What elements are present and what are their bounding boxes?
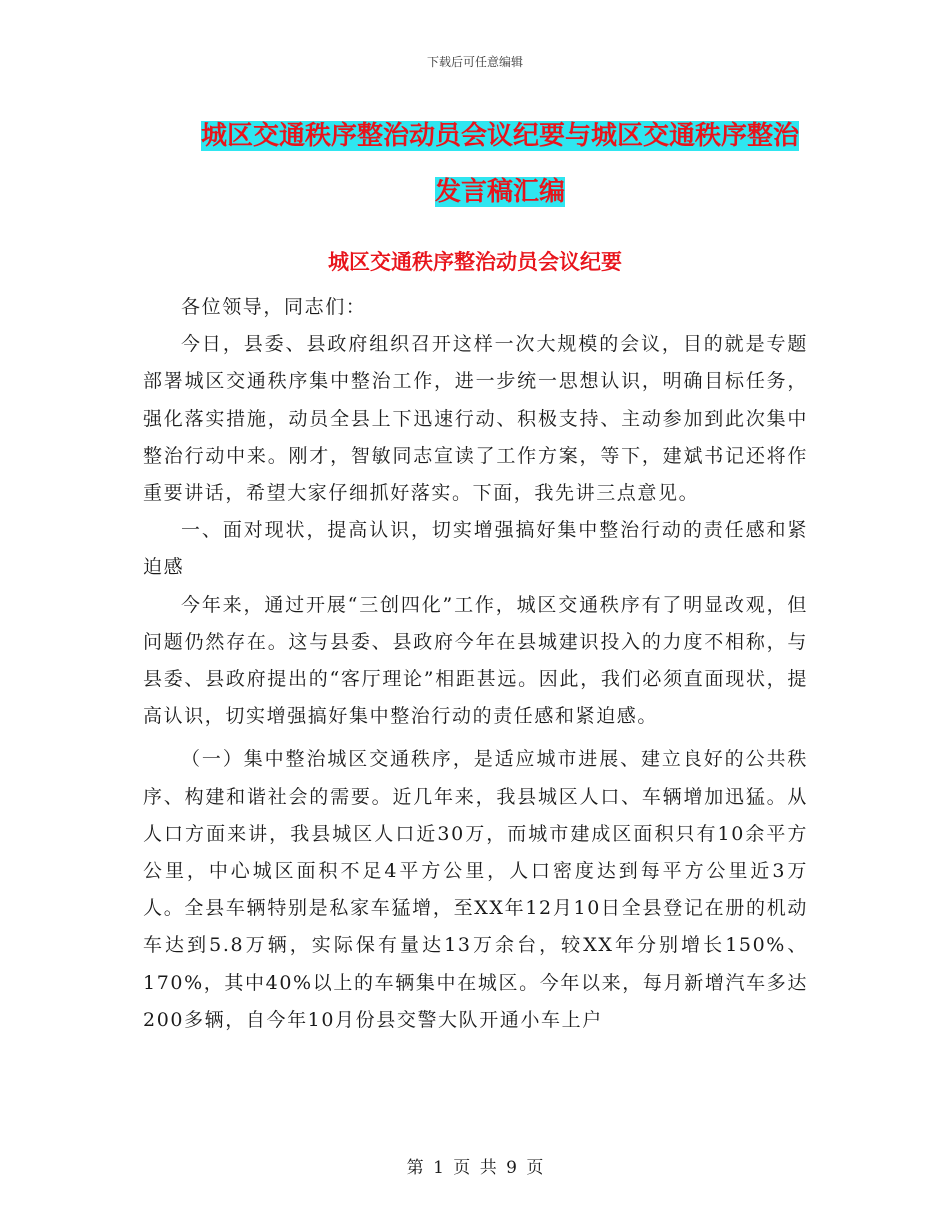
paragraph-point-one: （一）集中整治城区交通秩序，是适应城市进展、建立良好的公共秩序、构建和谐社会的需要。近几年来，我县城区人口、车辆增加迅猛。从人口方面来讲，我县城区人口近30万，而城市建成区面积只有10余平方公里，中心城区面积不足4平方公里，人口密度达到每平方公里近3万人。全县车辆特别是私家车猛增，至XX年12月10日全县登记在册的机动车达到5.8万辆，实际保有量达13万余台，较XX年分别增长150%、170%，其中40%以上的车辆集中在城区。今年以来，每月新增汽车多达200多辆，自今年10月份县交警大队开通小车上户	[143, 748, 808, 1031]
paragraph-status: 今年来，通过开展“三创四化”工作，城区交通秩序有了明显改观，但问题仍然存在。这与县委、县政府今年在县城建识投入的力度不相称，与县委、县政府提出的“客厅理论”相距甚远。因此，我们必须直面现状，提高认识，切实增强搞好集中整治行动的责任感和紧迫感。	[143, 593, 808, 728]
document-title-line-2: 发言稿汇编	[434, 177, 565, 207]
paragraph-heading-one: 一、面对现状，提高认识，切实增强搞好集中整治行动的责任感和紧迫感	[143, 519, 808, 579]
document-body	[143, 289, 808, 1039]
header-note: 下载后可任意编辑	[426, 55, 523, 69]
paragraph-greeting: 各位领导，同志们：	[181, 296, 367, 318]
page-footer: 第 1 页 共 9 页	[406, 1158, 544, 1178]
document-title-line-1: 城区交通秩序整治动员会议纪要与城区交通秩序整治	[200, 121, 799, 151]
paragraph-intro: 今日，县委、县政府组织召开这样一次大规模的会议，目的就是专题部署城区交通秩序集中整治工作，进一步统一思想认识，明确目标任务，强化落实措施，动员全县上下迅速行动、积极支持、主动参加到此次集中整治行动中来。刚才，智敏同志宣读了工作方案，等下，建斌书记还将作重要讲话，希望大家仔细抓好落实。下面，我先讲三点意见。	[143, 333, 808, 505]
section-title: 城区交通秩序整治动员会议纪要	[328, 250, 622, 274]
document-title	[150, 108, 850, 220]
